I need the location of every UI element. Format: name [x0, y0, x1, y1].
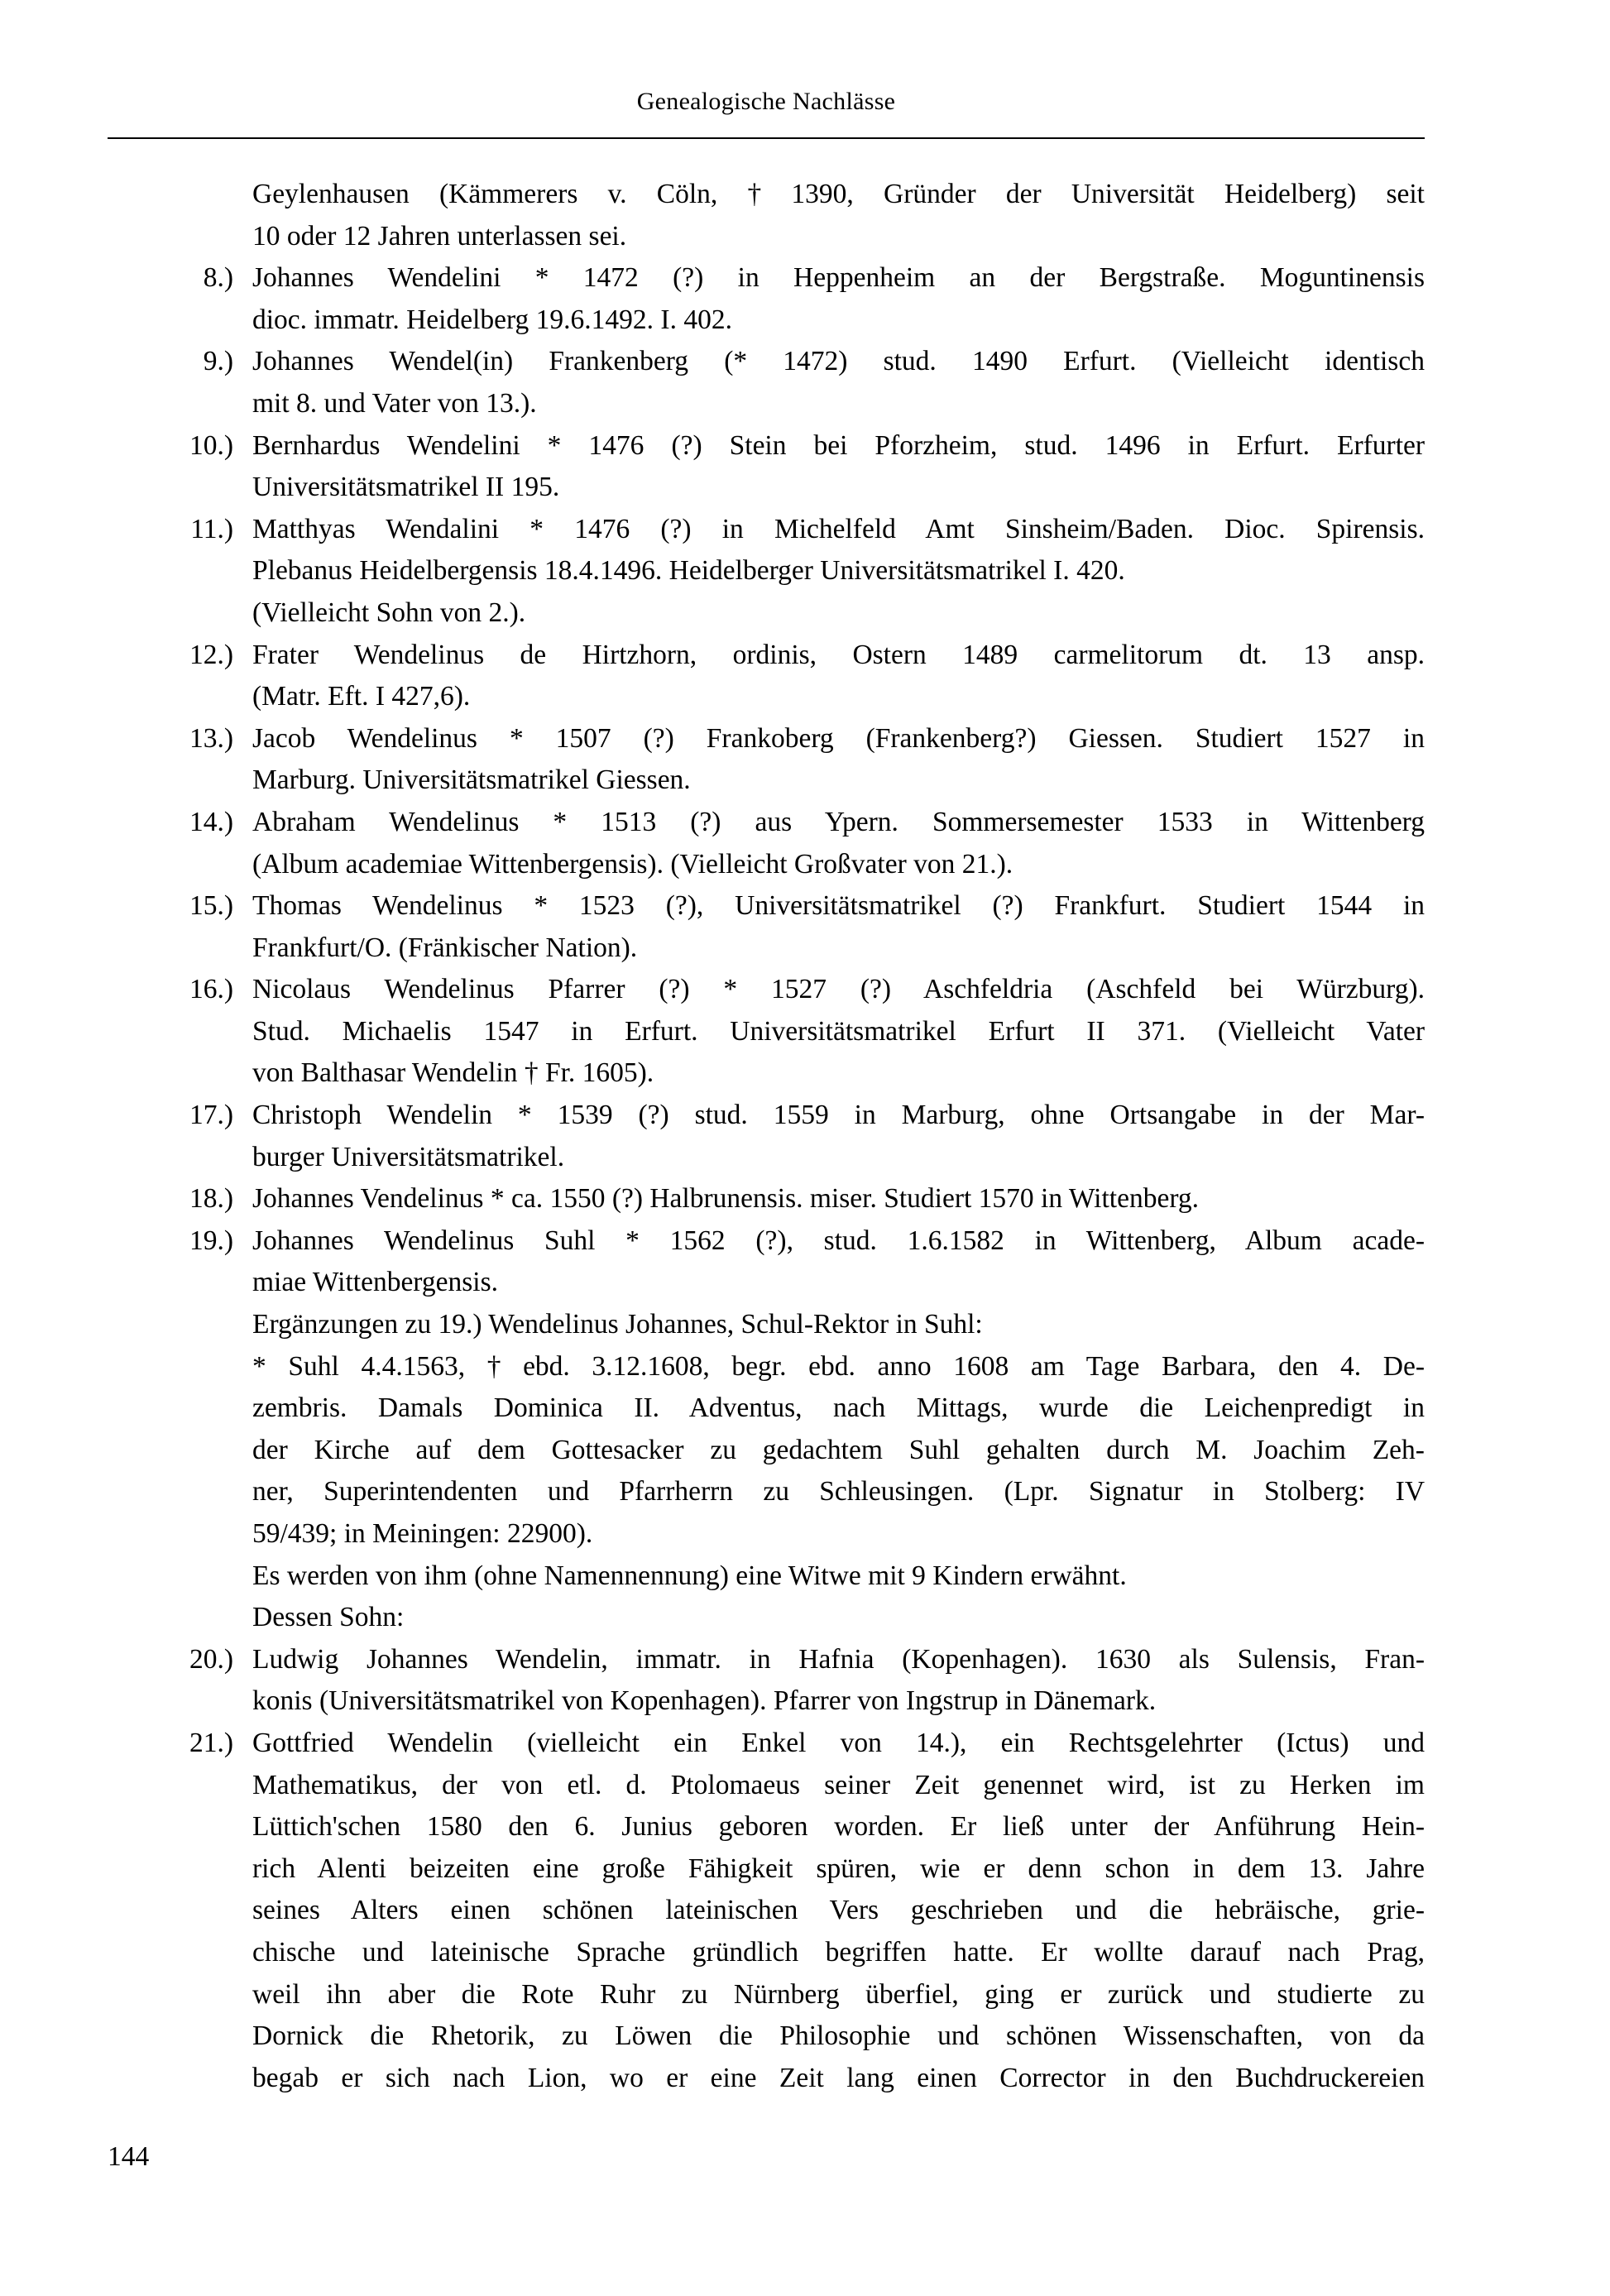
entry-line: Johannes Vendelinus * ca. 1550 (?) Halbrunensis. miser. Studiert 1570 in Wittenberg. [252, 1183, 1199, 1215]
entry-line: chische und lateinische Sprache gründlich begriffen hatte. Er wollte darauf nach Prag, [252, 1936, 1426, 1968]
entry-line: weil ihn aber die Rote Ruhr zu Nürnberg überfiel, ging er zurück und studierte zu [252, 1978, 1425, 2010]
lead-paragraph-line: 10 oder 12 Jahren unterlassen sei. [252, 220, 627, 252]
entry-marker: 10.) [189, 429, 233, 461]
entry-text [252, 509, 1425, 635]
entry-text [252, 718, 1425, 802]
entry-line: rich Alenti beizeiten eine große Fähigkeit spüren, wie er denn schon in dem 13. Jahre [252, 1853, 1426, 1884]
entry-text [252, 1095, 1425, 1178]
entry-marker: 11.) [190, 513, 233, 544]
ergaenzungen-heading [252, 1304, 1425, 1346]
entry-line: von Balthasar Wendelin † Fr. 1605). [252, 1057, 654, 1089]
subparagraph-line: * Suhl 4.4.1563, † ebd. 3.12.1608, begr. ebd. anno 1608 am Tage Barbara, den 4. De- [252, 1350, 1426, 1382]
genealogy-entry-list [108, 257, 1425, 2099]
page-body [108, 174, 1425, 2099]
entry-line: Thomas Wendelinus * 1523 (?), Universitätsmatrikel (?) Frankfurt. Studiert 1544 in [252, 890, 1426, 922]
entry-line: Mathematikus, der von etl. d. Ptolomaeus seiner Zeit genennet wird, ist zu Herken im [252, 1769, 1425, 1800]
entry-marker: 17.) [189, 1100, 233, 1131]
entry-text [252, 257, 1425, 341]
entry-line: burger Universitätsmatrikel. [252, 1141, 565, 1172]
entry-line: Johannes Wendelinus Suhl * 1562 (?), stud. 1.6.1582 in Wittenberg, Album acade- [252, 1225, 1425, 1256]
entry-marker: 19.) [189, 1225, 233, 1256]
subparagraph-line: Ergänzungen zu 19.) Wendelinus Johannes, Schul-Rektor in Suhl: [252, 1309, 983, 1340]
entry-text [252, 1220, 1425, 1639]
entry-line: Plebanus Heidelbergensis 18.4.1496. Heidelberger Universitätsmatrikel I. 420. [252, 555, 1125, 587]
lead-paragraph-line: Geylenhausen (Kämmerers v. Cöln, † 1390, Gründer der Universität Heidelberg) seit [252, 179, 1425, 209]
list-item [108, 341, 1425, 424]
entry-marker: 20.) [189, 1643, 233, 1675]
list-item [108, 635, 1425, 718]
entry-text [252, 1639, 1425, 1723]
entry-marker: 21.) [189, 1727, 233, 1758]
dessen-sohn-note [252, 1597, 1425, 1639]
subparagraph-line: ner, Superintendenten und Pfarrherrn zu Schleusingen. (Lpr. Signatur in Stolberg: IV [252, 1476, 1426, 1507]
subparagraph-line: zembris. Damals Dominica II. Adventus, nach Mittags, wurde die Leichenpredigt in [252, 1392, 1425, 1424]
entry-line: Ludwig Johannes Wendelin, immatr. in Hafnia (Kopenhagen). 1630 als Sulensis, Fran- [252, 1643, 1425, 1675]
ergaenzungen-body [252, 1346, 1425, 1555]
entry-marker: 9.) [203, 346, 233, 377]
list-item [108, 718, 1425, 802]
entry-line: Christoph Wendelin * 1539 (?) stud. 1559 in Marburg, ohne Ortsangabe in der Mar- [252, 1100, 1425, 1131]
entry-line: Dornick die Rhetorik, zu Löwen die Philosophie und schönen Wissenschaften, von da [252, 2020, 1425, 2052]
list-item [108, 1178, 1425, 1220]
entry-text [252, 635, 1425, 718]
running-head: Genealogische Nachlässe [636, 88, 896, 115]
entry-line: Johannes Wendelini * 1472 (?) in Heppenheim an der Bergstraße. Moguntinensis [252, 262, 1425, 294]
entry-line: dioc. immatr. Heidelberg 19.6.1492. I. 402. [252, 304, 732, 335]
page-number: 144 [108, 2141, 150, 2172]
entry-marker: 14.) [189, 806, 233, 837]
entry-line: Gottfried Wendelin (vielleicht ein Enkel von 14.), ein Rechtsgelehrter (Ictus) und [252, 1727, 1426, 1758]
entry-line: Stud. Michaelis 1547 in Erfurt. Universitätsmatrikel Erfurt II 371. (Vielleicht Vater [252, 1015, 1426, 1047]
entry-line: miae Wittenbergensis. [252, 1267, 498, 1298]
list-item [108, 1723, 1425, 2099]
entry-line: Frater Wendelinus de Hirtzhorn, ordinis, Ostern 1489 carmelitorum dt. 13 ansp. [252, 639, 1426, 670]
witwe-note [252, 1555, 1425, 1598]
list-item [108, 1639, 1425, 1723]
entry-marker: 12.) [189, 639, 233, 670]
entry-line: Nicolaus Wendelinus Pfarrer (?) * 1527 (?) Aschfeldria (Aschfeld bei Würzburg). [252, 974, 1426, 1005]
subparagraph-line: Es werden von ihm (ohne Namennennung) eine Witwe mit 9 Kindern erwähnt. [252, 1560, 1127, 1591]
header-rule [108, 137, 1425, 139]
list-item [108, 425, 1425, 509]
entry-line: Marburg. Universitätsmatrikel Giessen. [252, 765, 691, 796]
list-item [108, 802, 1425, 885]
subparagraph-line: der Kirche auf dem Gottesacker zu gedachtem Suhl gehalten durch M. Joachim Zeh- [252, 1434, 1425, 1465]
entry-line: konis (Universitätsmatrikel von Kopenhagen). Pfarrer von Ingstrup in Dänemark. [252, 1685, 1157, 1717]
subparagraph-line: 59/439; in Meiningen: 22900). [252, 1518, 593, 1549]
list-item [108, 509, 1425, 635]
list-item [108, 257, 1425, 341]
entry-line: Lüttich'schen 1580 den 6. Junius geboren worden. Er ließ unter der Anführung Hein- [252, 1811, 1426, 1843]
entry-marker: 8.) [203, 262, 233, 294]
entry-line: seines Alters einen schönen lateinischen Vers geschrieben und die hebräische, grie- [252, 1895, 1425, 1926]
entry-line: Johannes Wendel(in) Frankenberg (* 1472) stud. 1490 Erfurt. (Vielleicht identisch [252, 346, 1425, 377]
entry-line: Frankfurt/O. (Fränkischer Nation). [252, 932, 638, 963]
entry-text [252, 1178, 1425, 1220]
list-item [108, 1220, 1425, 1639]
entry-text [252, 969, 1425, 1095]
entry-line: Universitätsmatrikel II 195. [252, 472, 560, 503]
entry-marker: 15.) [189, 890, 233, 922]
entry-line: (Album academiae Wittenbergensis). (Vielleicht Großvater von 21.). [252, 848, 1013, 880]
entry-line: (Vielleicht Sohn von 2.). [252, 597, 526, 628]
entry-line: begab er sich nach Lion, wo er eine Zeit lang einen Corrector in den Buchdruckereien [252, 2062, 1426, 2093]
subparagraph-line: Dessen Sohn: [252, 1602, 405, 1633]
entry-text [252, 885, 1425, 969]
entry-line: mit 8. und Vater von 13.). [252, 387, 537, 419]
list-item [108, 969, 1425, 1095]
entry-line: (Matr. Eft. I 427,6). [252, 681, 471, 712]
list-item [108, 885, 1425, 969]
list-item [108, 1095, 1425, 1178]
entry-text [252, 1723, 1425, 2099]
entry-line: Bernhardus Wendelini * 1476 (?) Stein bei Pforzheim, stud. 1496 in Erfurt. Erfurter [252, 429, 1426, 461]
entry-marker: 13.) [189, 722, 233, 754]
entry-line: Abraham Wendelinus * 1513 (?) aus Ypern. Sommersemester 1533 in Wittenberg [252, 806, 1425, 837]
entry-text [252, 341, 1425, 424]
entry-marker: 18.) [189, 1183, 233, 1215]
lead-paragraph [252, 174, 1425, 257]
entry-line: Matthyas Wendalini * 1476 (?) in Michelfeld Amt Sinsheim/Baden. Dioc. Spirensis. [252, 513, 1426, 544]
entry-line: Jacob Wendelinus * 1507 (?) Frankoberg (Frankenberg?) Giessen. Studiert 1527 in [252, 722, 1425, 754]
entry-text [252, 802, 1425, 885]
entry-text [252, 425, 1425, 509]
entry-marker: 16.) [189, 974, 233, 1005]
